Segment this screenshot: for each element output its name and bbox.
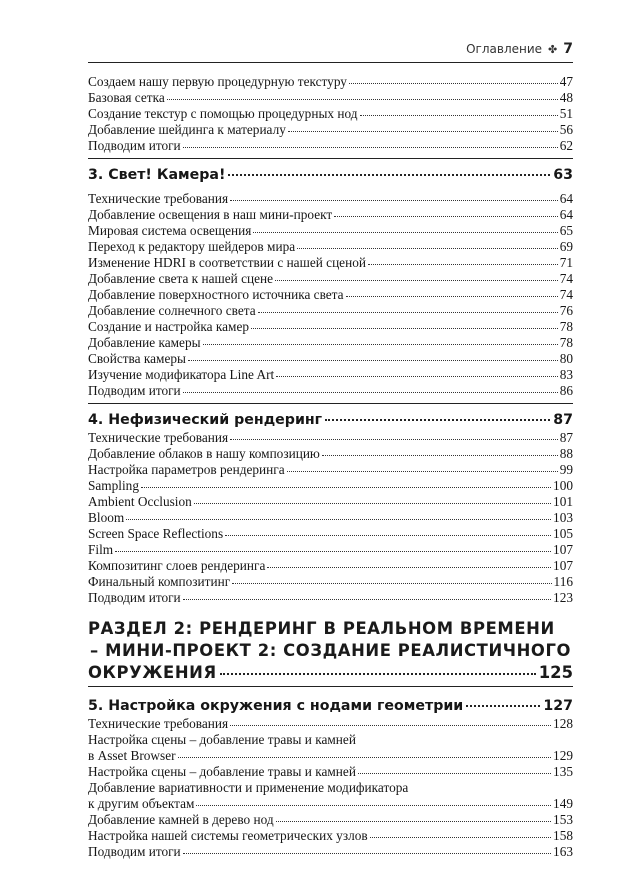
toc-entry[interactable]: Базовая сетка 48 [88, 90, 573, 105]
toc-entry[interactable]: Film 107 [88, 542, 573, 557]
toc-entry[interactable]: Создаем нашу первую процедурную текстуру 47 [88, 74, 573, 89]
toc-entry[interactable]: Добавление камеры 78 [88, 335, 573, 350]
toc-entry[interactable]: Мировая система освещения 65 [88, 223, 573, 238]
toc-entry[interactable]: Screen Space Reflections 105 [88, 526, 573, 541]
toc-entry[interactable]: Свойства камеры 80 [88, 351, 573, 366]
toc-entry[interactable]: Добавление камней в дерево нод 153 [88, 811, 573, 827]
section-title-line: ОКРУЖЕНИЯ [88, 663, 217, 682]
toc-entry[interactable]: Добавление поверхностного источника света 74 [88, 287, 573, 302]
toc-entry[interactable]: Добавление солнечного света 76 [88, 303, 573, 318]
toc-entry[interactable]: Технические требования 128 [88, 715, 573, 731]
section-title-line: – МИНИ-ПРОЕКТ 2: СОЗДАНИЕ РЕАЛИСТИЧНОГО [90, 640, 572, 660]
running-header [88, 36, 573, 63]
toc-entry[interactable]: Создание текстур с помощью процедурных нод 51 [88, 106, 573, 121]
toc-entry[interactable]: Добавление света к нашей сцене 74 [88, 271, 573, 286]
toc-entry[interactable]: Изменение HDRI в соответствии с нашей сценой 71 [88, 255, 573, 270]
chapter-3 [88, 158, 573, 399]
toc-entry[interactable]: Ambient Occlusion 101 [88, 494, 573, 509]
toc-entry[interactable]: Финальный композитинг 116 [88, 574, 573, 589]
toc-entry[interactable]: Создание и настройка камер 78 [88, 319, 573, 334]
chapter-5 [88, 695, 573, 860]
toc-page [88, 36, 573, 860]
toc-entry[interactable]: Добавление шейдинга к материалу 56 [88, 122, 573, 137]
chapter-4 [88, 403, 573, 606]
toc-entry[interactable]: Композитинг слоев рендеринга 107 [88, 558, 573, 573]
toc-entry[interactable]: Добавление облаков в нашу композицию 88 [88, 446, 573, 461]
toc-entry[interactable]: Настройка сцены – добавление травы и камней 135 [88, 763, 573, 779]
toc-entry[interactable]: Технические требования 87 [88, 430, 573, 445]
section-page: 125 [538, 663, 573, 682]
toc-entry[interactable]: Добавление освещения в наш мини-проект 64 [88, 207, 573, 222]
toc-entry[interactable]: Sampling 100 [88, 478, 573, 493]
toc-entry[interactable]: Добавление вариативности и применение модификатора к другим объектам 149 [88, 779, 573, 811]
toc-entry[interactable]: Настройка сцены – добавление травы и камней в Asset Browser 129 [88, 731, 573, 763]
toc-entry[interactable]: Подводим итоги 123 [88, 590, 573, 605]
header-title: Оглавление [466, 42, 543, 56]
toc-entry[interactable]: Bloom 103 [88, 510, 573, 525]
section-heading[interactable] [88, 618, 573, 687]
toc-entry[interactable]: Подводим итоги 62 [88, 138, 573, 153]
chapter-heading[interactable]: 5. Настройка окружения с нодами геометрии 127 [88, 695, 573, 716]
toc-entry[interactable]: Настройка нашей системы геометрических узлов 158 [88, 827, 573, 843]
toc-entry[interactable]: Настройка параметров рендеринга 99 [88, 462, 573, 477]
toc-entry[interactable]: Изучение модификатора Line Art 83 [88, 367, 573, 382]
toc-entry[interactable]: Подводим итоги 163 [88, 843, 573, 859]
toc-entry[interactable]: Переход к редактору шейдеров мира 69 [88, 239, 573, 254]
section-title-line: РАЗДЕЛ 2: РЕНДЕРИНГ В РЕАЛЬНОМ ВРЕМЕНИ [88, 619, 555, 638]
toc-entry[interactable]: Подводим итоги 86 [88, 383, 573, 398]
chapter-heading[interactable]: 3. Свет! Камера! 63 [88, 164, 573, 185]
ornament-icon: ✤ [548, 42, 558, 56]
toc-entry[interactable]: Технические требования 64 [88, 191, 573, 206]
page-number: 7 [563, 41, 573, 57]
chapter-heading[interactable]: 4. Нефизический рендеринг 87 [88, 409, 573, 430]
